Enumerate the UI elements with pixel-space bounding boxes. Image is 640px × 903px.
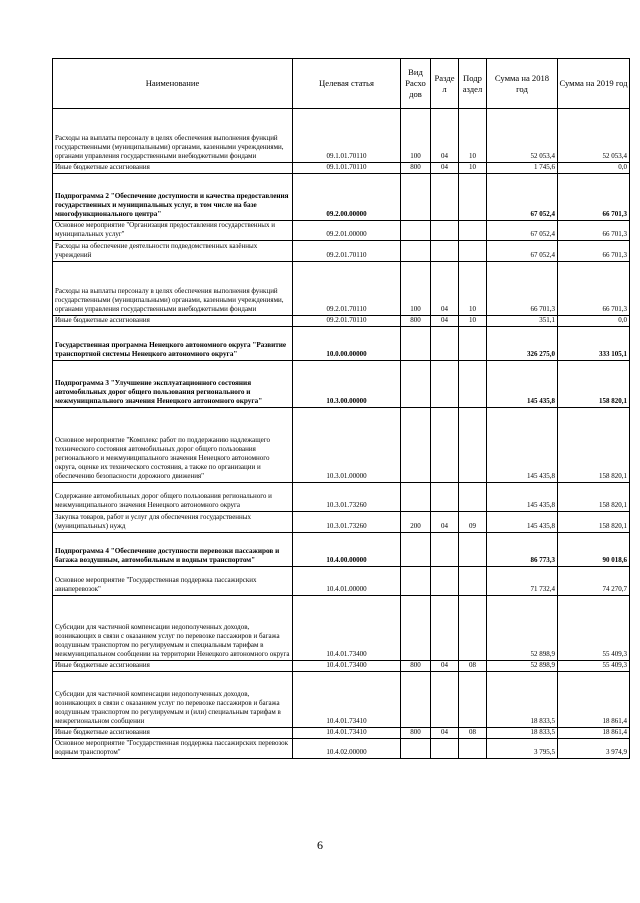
table-row <box>53 728 630 739</box>
row-name: Иные бюджетные ассигнования <box>53 661 293 672</box>
row-name: Основное мероприятие "Государственная поддержка пассажирских авиаперевозок" <box>53 567 293 596</box>
row-sum-2019: 66 701,3 <box>558 262 630 316</box>
row-section <box>431 483 459 512</box>
row-subsection <box>459 533 487 567</box>
row-target-article: 10.4.01.73410 <box>293 672 401 728</box>
row-subsection: 10 <box>459 109 487 163</box>
row-expense-type <box>401 739 431 759</box>
row-name: Основное мероприятие "Комплекс работ по поддержанию надлежащего технического состояния автомобильных дорог общего пользования регионального и межмуниципального значения Ненецкого автономного округа, оценке их технического состояния, а также по организации и обеспечению безопасности дорожного движения" <box>53 408 293 483</box>
table-header-row <box>53 59 630 109</box>
header-expense-type: Вид Расхо дов <box>401 59 431 109</box>
row-expense-type <box>401 327 431 361</box>
table-row <box>53 483 630 512</box>
row-subsection: 08 <box>459 728 487 739</box>
row-expense-type <box>401 567 431 596</box>
row-name: Содержание автомобильных дорог общего пользования регионального и межмуниципального значения Ненецкого автономного округа <box>53 483 293 512</box>
row-section: 04 <box>431 163 459 174</box>
row-section: 04 <box>431 728 459 739</box>
row-target-article: 10.4.02.00000 <box>293 739 401 759</box>
row-expense-type <box>401 241 431 262</box>
table-row <box>53 241 630 262</box>
row-sum-2019: 90 018,6 <box>558 533 630 567</box>
row-sum-2019: 66 701,3 <box>558 221 630 241</box>
table-row <box>53 361 630 408</box>
row-target-article: 09.2.00.00000 <box>293 174 401 221</box>
row-section: 04 <box>431 661 459 672</box>
row-target-article: 10.4.01.00000 <box>293 567 401 596</box>
row-sum-2019: 74 270,7 <box>558 567 630 596</box>
header-subsection: Подр аздел <box>459 59 487 109</box>
table-row <box>53 408 630 483</box>
row-name: Субсидии для частичной компенсации недополученных доходов, возникающих в связи с оказанием услуг по перевозке пассажиров и багажа воздушным транспортом по регулируемым и специальным тарифам в межмуниципальном сообщении на территории Ненецкого автономного округа <box>53 596 293 661</box>
row-sum-2019: 333 105,1 <box>558 327 630 361</box>
row-expense-type <box>401 221 431 241</box>
row-subsection: 10 <box>459 262 487 316</box>
row-name: Субсидии для частичной компенсации недополученных доходов, возникающих в связи с оказанием услуг по перевозке пассажиров и багажа воздушным транспортом по регулируемым и (или) специальным тарифам в межрегиональном сообщении <box>53 672 293 728</box>
row-target-article: 10.4.00.00000 <box>293 533 401 567</box>
row-sum-2019: 158 820,1 <box>558 408 630 483</box>
row-sum-2018: 1 745,6 <box>487 163 558 174</box>
row-subsection <box>459 408 487 483</box>
row-sum-2019: 55 409,3 <box>558 661 630 672</box>
row-name: Расходы на выплаты персоналу в целях обеспечения выполнения функций государственными (муниципальными) органами, казенными учреждениями, органами управления государственными внебюджетными фондами <box>53 109 293 163</box>
row-subsection <box>459 483 487 512</box>
header-target-article: Целевая статья <box>293 59 401 109</box>
row-target-article: 09.2.01.70110 <box>293 316 401 327</box>
row-sum-2018: 145 435,8 <box>487 361 558 408</box>
row-name: Закупка товаров, работ и услуг для обеспечения государственных (муниципальных) нужд <box>53 512 293 533</box>
row-name: Расходы на обеспечение деятельности подведомственных казённых учреждений <box>53 241 293 262</box>
row-expense-type <box>401 483 431 512</box>
table-row <box>53 567 630 596</box>
row-target-article: 10.3.01.73260 <box>293 512 401 533</box>
row-section <box>431 241 459 262</box>
table-row <box>53 739 630 759</box>
row-sum-2019: 0,0 <box>558 316 630 327</box>
table-row <box>53 512 630 533</box>
row-sum-2019: 158 820,1 <box>558 483 630 512</box>
table-row <box>53 327 630 361</box>
row-sum-2018: 67 052,4 <box>487 221 558 241</box>
row-sum-2018: 145 435,8 <box>487 512 558 533</box>
row-target-article: 10.4.01.73410 <box>293 728 401 739</box>
row-sum-2018: 66 701,3 <box>487 262 558 316</box>
row-expense-type: 800 <box>401 661 431 672</box>
row-section: 04 <box>431 316 459 327</box>
header-sum-2019: Сумма на 2019 год <box>558 59 630 109</box>
row-sum-2018: 67 052,4 <box>487 241 558 262</box>
row-name: Основное мероприятие "Организация предоставления государственных и муниципальных услуг" <box>53 221 293 241</box>
row-expense-type <box>401 174 431 221</box>
row-sum-2018: 67 052,4 <box>487 174 558 221</box>
header-section: Разде л <box>431 59 459 109</box>
row-section <box>431 672 459 728</box>
row-expense-type: 200 <box>401 512 431 533</box>
row-subsection <box>459 596 487 661</box>
row-target-article: 10.3.00.00000 <box>293 361 401 408</box>
row-section: 04 <box>431 262 459 316</box>
row-section <box>431 408 459 483</box>
row-name: Подпрограмма 2 "Обеспечение доступности и качества предоставления государственных и муниципальных услуг, в том числе на базе многофункционального центра" <box>53 174 293 221</box>
budget-table <box>52 58 630 759</box>
row-sum-2018: 71 732,4 <box>487 567 558 596</box>
row-section: 04 <box>431 512 459 533</box>
row-target-article: 09.1.01.70110 <box>293 109 401 163</box>
row-section: 04 <box>431 109 459 163</box>
row-section <box>431 361 459 408</box>
header-name: Наименование <box>53 59 293 109</box>
table-body <box>53 109 630 759</box>
row-name: Подпрограмма 3 "Улучшение эксплуатационного состояния автомобильных дорог общего пользования регионального и межмуниципального значения Ненецкого автономного округа" <box>53 361 293 408</box>
row-subsection <box>459 361 487 408</box>
row-subsection <box>459 327 487 361</box>
row-name: Основное мероприятие "Государственная поддержка пассажирских перевозок водным транспортом" <box>53 739 293 759</box>
row-subsection <box>459 672 487 728</box>
row-expense-type <box>401 596 431 661</box>
row-name: Государственная программа Ненецкого автономного округа "Развитие транспортной системы Ненецкого автономного округа" <box>53 327 293 361</box>
row-expense-type: 800 <box>401 316 431 327</box>
row-target-article: 09.2.01.00000 <box>293 221 401 241</box>
row-sum-2018: 52 898,9 <box>487 596 558 661</box>
budget-table-container <box>52 58 628 759</box>
row-target-article: 09.1.01.70110 <box>293 163 401 174</box>
row-expense-type <box>401 408 431 483</box>
row-subsection <box>459 567 487 596</box>
row-sum-2018: 18 833,5 <box>487 672 558 728</box>
row-subsection <box>459 739 487 759</box>
table-row <box>53 262 630 316</box>
row-name: Иные бюджетные ассигнования <box>53 316 293 327</box>
row-section <box>431 596 459 661</box>
row-sum-2019: 66 701,3 <box>558 241 630 262</box>
row-subsection <box>459 241 487 262</box>
row-expense-type <box>401 361 431 408</box>
row-subsection <box>459 221 487 241</box>
row-target-article: 10.4.01.73400 <box>293 661 401 672</box>
table-row <box>53 596 630 661</box>
table-row <box>53 661 630 672</box>
row-name: Иные бюджетные ассигнования <box>53 728 293 739</box>
row-sum-2019: 52 053,4 <box>558 109 630 163</box>
table-row <box>53 174 630 221</box>
row-target-article: 10.4.01.73400 <box>293 596 401 661</box>
row-section <box>431 739 459 759</box>
table-row <box>53 109 630 163</box>
row-sum-2018: 52 898,9 <box>487 661 558 672</box>
row-section <box>431 174 459 221</box>
row-section <box>431 533 459 567</box>
row-sum-2019: 158 820,1 <box>558 361 630 408</box>
row-subsection: 10 <box>459 316 487 327</box>
row-expense-type: 800 <box>401 163 431 174</box>
row-expense-type: 800 <box>401 728 431 739</box>
row-target-article: 10.3.01.00000 <box>293 408 401 483</box>
row-section <box>431 567 459 596</box>
row-sum-2019: 55 409,3 <box>558 596 630 661</box>
table-row <box>53 163 630 174</box>
row-section <box>431 327 459 361</box>
row-subsection: 09 <box>459 512 487 533</box>
table-row <box>53 316 630 327</box>
row-sum-2019: 18 861,4 <box>558 728 630 739</box>
row-sum-2018: 145 435,8 <box>487 408 558 483</box>
row-sum-2018: 326 275,0 <box>487 327 558 361</box>
row-subsection: 08 <box>459 661 487 672</box>
row-name: Подпрограмма 4 "Обеспечение доступности перевозки пассажиров и багажа воздушным, автомобильным и водным транспортом" <box>53 533 293 567</box>
row-sum-2018: 145 435,8 <box>487 483 558 512</box>
row-subsection <box>459 174 487 221</box>
row-expense-type <box>401 672 431 728</box>
row-name: Расходы на выплаты персоналу в целях обеспечения выполнения функций государственными (муниципальными) органами, казенными учреждениями, органами управления государственными внебюджетными фондами <box>53 262 293 316</box>
row-subsection: 10 <box>459 163 487 174</box>
row-sum-2018: 351,1 <box>487 316 558 327</box>
row-sum-2018: 86 773,3 <box>487 533 558 567</box>
header-sum-2018: Сумма на 2018 год <box>487 59 558 109</box>
row-expense-type <box>401 533 431 567</box>
row-sum-2019: 3 974,9 <box>558 739 630 759</box>
row-target-article: 09.2.01.70110 <box>293 262 401 316</box>
row-sum-2018: 18 833,5 <box>487 728 558 739</box>
row-sum-2018: 3 795,5 <box>487 739 558 759</box>
row-target-article: 10.3.01.73260 <box>293 483 401 512</box>
row-sum-2019: 18 861,4 <box>558 672 630 728</box>
table-row <box>53 533 630 567</box>
row-sum-2019: 158 820,1 <box>558 512 630 533</box>
table-row <box>53 221 630 241</box>
row-sum-2019: 0,0 <box>558 163 630 174</box>
row-name: Иные бюджетные ассигнования <box>53 163 293 174</box>
page-number: 6 <box>317 838 323 852</box>
row-target-article: 10.0.00.00000 <box>293 327 401 361</box>
row-sum-2018: 52 053,4 <box>487 109 558 163</box>
row-expense-type: 100 <box>401 109 431 163</box>
row-expense-type: 100 <box>401 262 431 316</box>
row-target-article: 09.2.01.70110 <box>293 241 401 262</box>
row-sum-2019: 66 701,3 <box>558 174 630 221</box>
row-section <box>431 221 459 241</box>
table-row <box>53 672 630 728</box>
